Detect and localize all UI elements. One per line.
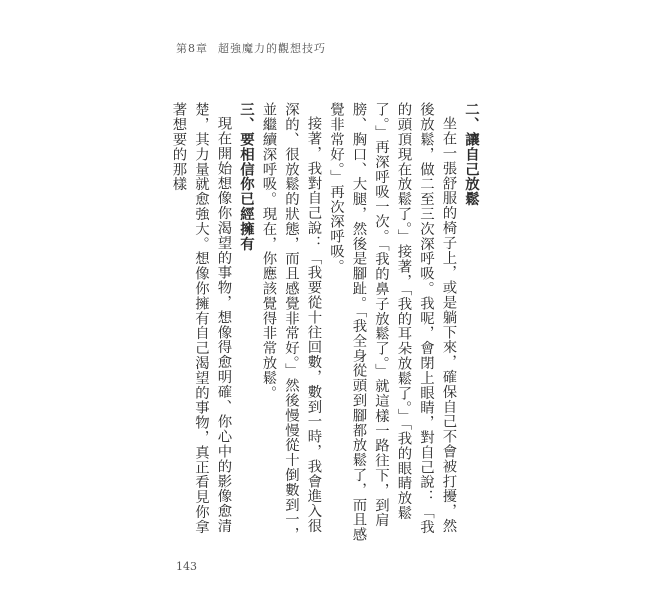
- section-heading: 三、要相信你已經擁有: [238, 102, 254, 251]
- section-heading: 二、讓自己放鬆: [463, 102, 479, 207]
- chapter-number: 第8章: [176, 42, 208, 55]
- page-number: 143: [176, 560, 197, 573]
- paragraph: 坐在一張舒服的椅子上，或是躺下來，確保自己不會被打擾，然後放鬆，做二至三次深呼吸。我呢，會閉上眼睛，對自己說：「我的頭頂現在放鬆了。」接著，「我的耳朵放鬆了。」「我的眼睛放鬆了。」再深呼吸一次。「我的鼻子放鬆了。」就這樣一路往下，到肩膀、胸口、大腿，然後是腳趾。「我全身從頭到腳都放鬆了，而且感覺非常好。」再次深呼吸。: [328, 102, 457, 542]
- paragraph: 接著，我對自己說：「我要從十往回數，數到一時，我會進入很深的、很放鬆的狀態，而且感覺非常好。」然後慢慢從十倒數到一，並繼續深呼吸。現在，你應該覺得非常放鬆。: [260, 102, 322, 542]
- body-text: [170, 102, 482, 542]
- paragraph: 現在開始想像你渴望的事物，想像得愈明確、你心中的影像愈清楚，其力量就愈強大。想像你擁有自己渴望的事物，真正看見你拿著想要的那樣: [170, 102, 232, 535]
- running-head: [176, 40, 326, 56]
- chapter-title: 超強魔力的觀想技巧: [218, 42, 326, 55]
